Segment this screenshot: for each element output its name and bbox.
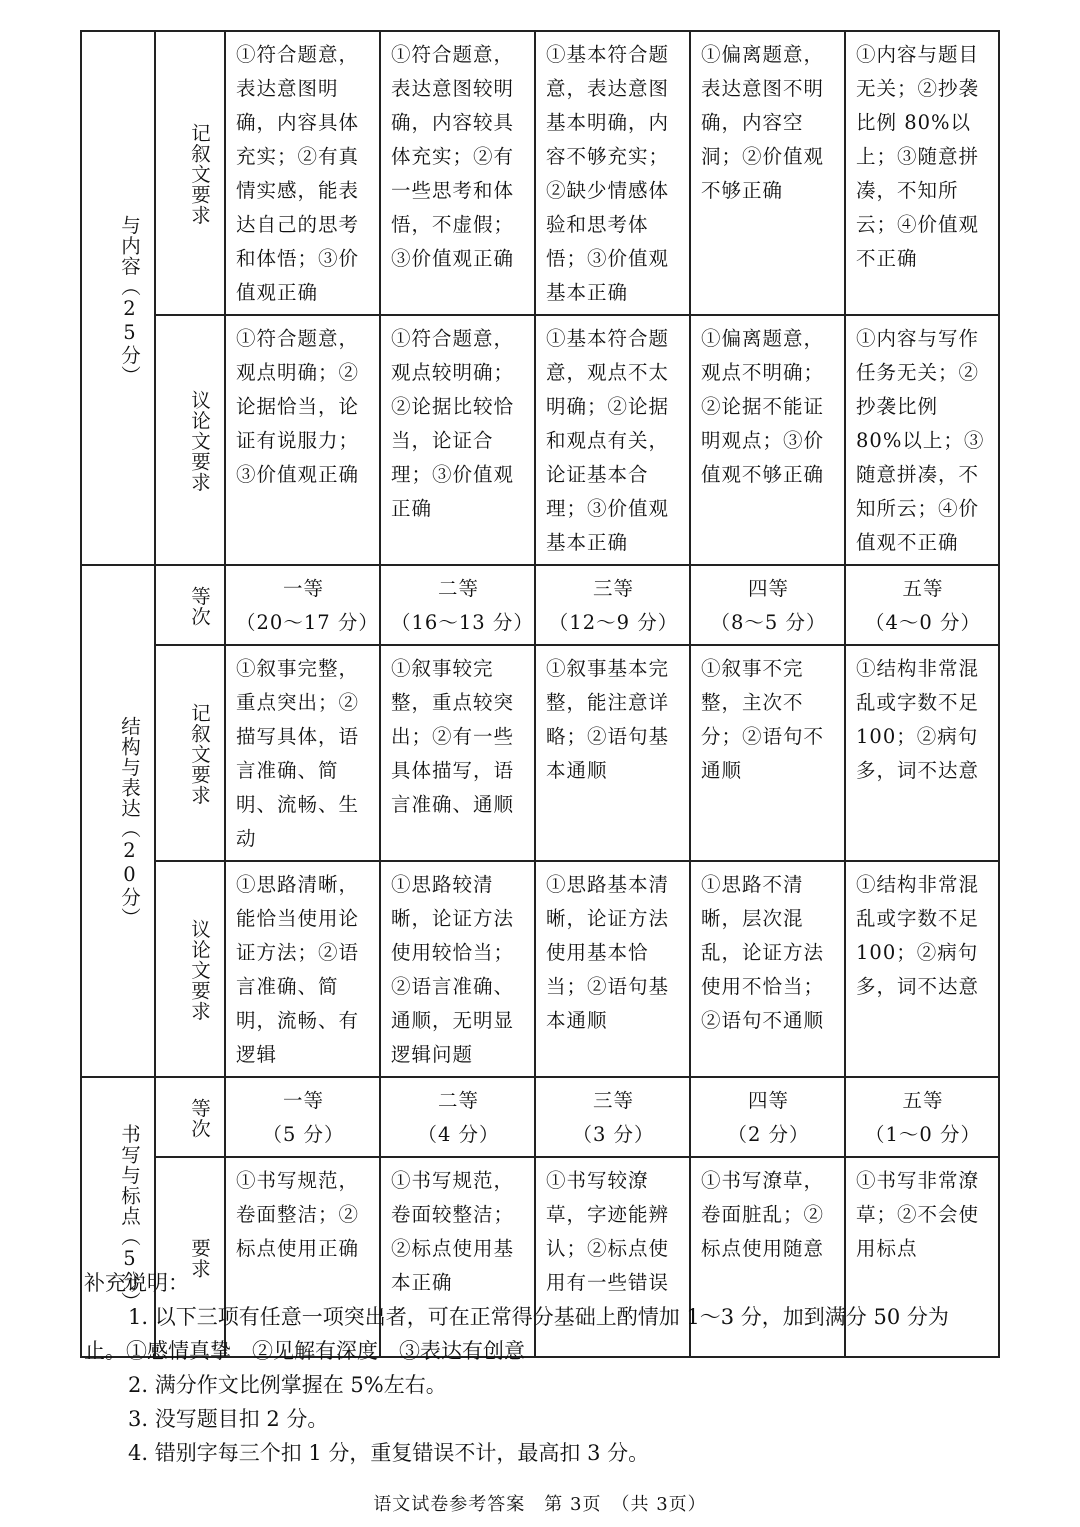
grade-name: 二等 (437, 1089, 479, 1112)
rubric-cell: ①符合题意，表达意图明确，内容具体充实；②有真情实感，能表达自己的思考和体悟；③价值观正确 (225, 31, 380, 315)
page-footer: 语文试卷参考答案 第 3页 （共 3页） (373, 1494, 707, 1515)
rubric-cell: ①符合题意，观点较明确；②论据比较恰当，论证合理；③价值观正确 (380, 315, 535, 565)
grade-name: 二等 (437, 577, 479, 600)
sub-label-narrative: 记叙文要求 (155, 31, 225, 315)
rubric-cell: ①结构非常混乱或字数不足 100；②病句多，词不达意 (845, 861, 999, 1077)
grade-score: （4～0 分） (864, 611, 981, 634)
grade-score: （16～13 分） (391, 611, 534, 634)
rubric-cell: ①思路基本清晰，论证方法使用基本恰当；②语句基本通顺 (535, 861, 690, 1077)
grade-score: （2 分） (727, 1123, 810, 1146)
grade-name: 三等 (592, 1089, 634, 1112)
rubric-cell: ①偏离题意，表达意图不明确，内容空洞；②价值观不够正确 (690, 31, 845, 315)
note-item-3: 3. 没写题目扣 2 分。 (128, 1407, 329, 1431)
rubric-cell: ①书写非常潦草；②不会使用标点 (845, 1157, 999, 1357)
grade-header (535, 565, 690, 645)
note-item-2: 2. 满分作文比例掌握在 5%左右。 (128, 1373, 447, 1397)
grade-header (845, 1077, 999, 1157)
table-row (81, 861, 999, 1077)
rubric-cell: ①符合题意，观点明确；②论据恰当，论证有说服力；③价值观正确 (225, 315, 380, 565)
grade-score: （4 分） (417, 1123, 500, 1146)
rubric-cell: ①结构非常混乱或字数不足 100；②病句多，词不达意 (845, 645, 999, 861)
grade-header (225, 1077, 380, 1157)
sub-label-argument: 议论文要求 (155, 315, 225, 565)
grade-header (690, 565, 845, 645)
rubric-cell: ①叙事较完整，重点较突出；②有一些具体描写，语言准确、通顺 (380, 645, 535, 861)
rubric-cell: ①叙事基本完整，能注意详略；②语句基本通顺 (535, 645, 690, 861)
rubric-cell: ①基本符合题意，表达意图基本明确，内容不够充实；②缺少情感体验和思考体悟；③价值观基本正确 (535, 31, 690, 315)
grade-score: （20～17 分） (236, 611, 379, 634)
scoring-rubric-table (80, 30, 1000, 1358)
grade-header (380, 565, 535, 645)
rubric-cell: ①叙事完整，重点突出；②描写具体，语言准确、简明、流畅、生动 (225, 645, 380, 861)
category-writing: 书写与标点（5分） (81, 1077, 155, 1357)
grade-header (535, 1077, 690, 1157)
category-content: 与内容（25分） (81, 31, 155, 565)
note-item-4: 4. 错别字每三个扣 1 分，重复错误不计，最高扣 3 分。 (128, 1441, 650, 1465)
grade-score: （8～5 分） (710, 611, 827, 634)
grade-score: （12～9 分） (548, 611, 679, 634)
rubric-cell: ①叙事不完整，主次不分；②语句不通顺 (690, 645, 845, 861)
rubric-cell: ①书写规范，卷面较整洁；②标点使用基本正确 (380, 1157, 535, 1357)
rubric-cell: ①符合题意，表达意图较明确，内容较具体充实；②有一些思考和体悟，不虚假；③价值观正确 (380, 31, 535, 315)
table-row (81, 645, 999, 861)
notes-title: 补充说明： (84, 1271, 189, 1295)
grade-name: 一等 (282, 1089, 324, 1112)
sub-label-narrative: 记叙文要求 (155, 645, 225, 861)
grade-header (845, 565, 999, 645)
note-item-1: 1. 以下三项有任意一项突出者，可在正常得分基础上酌情加 1～3 分，加到满分 50 分为 (128, 1305, 949, 1329)
grade-header (690, 1077, 845, 1157)
grade-score: （5 分） (262, 1123, 345, 1146)
rubric-cell: ①书写潦草，卷面脏乱；②标点使用随意 (690, 1157, 845, 1357)
rubric-cell: ①内容与题目无关；②抄袭比例 80%以上；③随意拼凑，不知所云；④价值观不正确 (845, 31, 999, 315)
sub-label-requirement: 要求 (155, 1157, 225, 1357)
grade-name: 五等 (902, 577, 944, 600)
rubric-cell: ①书写较潦草，字迹能辨认；②标点使用有一些错误 (535, 1157, 690, 1357)
rubric-cell: ①思路不清晰，层次混乱，论证方法使用不恰当；②语句不通顺 (690, 861, 845, 1077)
rubric-cell: ①思路较清晰，论证方法使用较恰当；②语言准确、通顺，无明显逻辑问题 (380, 861, 535, 1077)
rubric-cell: ①内容与写作任务无关；②抄袭比例 80%以上；③随意拼凑，不知所云；④价值观不正确 (845, 315, 999, 565)
sub-label-argument: 议论文要求 (155, 861, 225, 1077)
grade-name: 四等 (747, 577, 789, 600)
rubric-cell: ①基本符合题意，观点不太明确；②论据和观点有关，论证基本合理；③价值观基本正确 (535, 315, 690, 565)
grade-name: 一等 (282, 577, 324, 600)
table-row (81, 565, 999, 645)
table-row (81, 1077, 999, 1157)
note-item-1-continued: 止。①感情真挚 ②见解有深度 ③表达有创意 (84, 1339, 525, 1363)
grade-name: 五等 (902, 1089, 944, 1112)
grade-name: 三等 (592, 577, 634, 600)
grade-label: 等次 (155, 565, 225, 645)
rubric-cell: ①书写规范，卷面整洁；②标点使用正确 (225, 1157, 380, 1357)
supplementary-notes (84, 1266, 984, 1470)
grade-label: 等次 (155, 1077, 225, 1157)
rubric-cell: ①思路清晰，能恰当使用论证方法；②语言准确、简明，流畅、有逻辑 (225, 861, 380, 1077)
grade-header (225, 565, 380, 645)
category-structure: 结构与表达（20分） (81, 565, 155, 1077)
rubric-cell: ①偏离题意，观点不明确；②论据不能证明观点；③价值观不够正确 (690, 315, 845, 565)
grade-score: （1～0 分） (864, 1123, 981, 1146)
grade-header (380, 1077, 535, 1157)
grade-name: 四等 (747, 1089, 789, 1112)
table-row (81, 31, 999, 315)
table-row (81, 315, 999, 565)
grade-score: （3 分） (572, 1123, 655, 1146)
